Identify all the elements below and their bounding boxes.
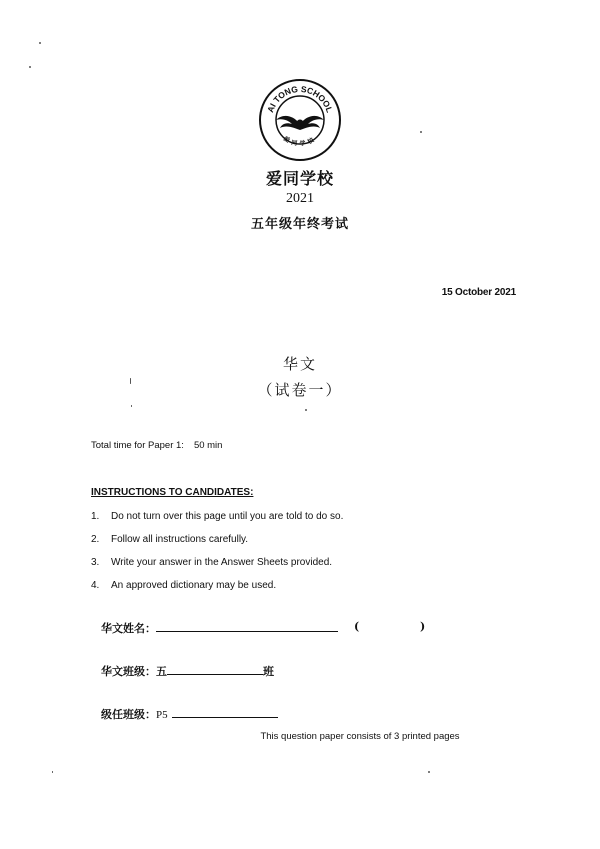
form-class-field [101, 706, 278, 722]
instruction-item [91, 533, 343, 556]
form-class-label: 级任班级： [101, 708, 156, 721]
instruction-text: Follow all instructions carefully. [111, 534, 249, 545]
total-time [91, 440, 222, 451]
index-paren-close: ) [420, 620, 426, 633]
form-class-blank[interactable] [172, 706, 278, 718]
instruction-item [91, 579, 343, 602]
svg-text:爱同学校 [281, 134, 318, 148]
instruction-text: An approved dictionary may be used. [111, 580, 277, 591]
index-paren-open: ( [354, 620, 360, 633]
scan-speck [130, 378, 131, 384]
scan-speck [131, 405, 132, 407]
instruction-number: 2. [91, 534, 100, 545]
instruction-number: 1. [91, 511, 100, 522]
total-time-value: 50 min [193, 440, 223, 451]
instruction-number: 3. [91, 557, 100, 568]
instruction-number: 4. [91, 580, 100, 591]
class-blank[interactable] [167, 663, 263, 675]
scan-speck [52, 771, 53, 773]
logo-bottom-text: 爱同学校 [282, 135, 318, 148]
page-count-note: This question paper consists of 3 printed pages [260, 731, 460, 742]
class-prefix: 五 [156, 665, 167, 678]
class-field [101, 663, 274, 679]
total-time-label: Total time for Paper 1: [91, 440, 184, 451]
logo-ring-text: AI TONG SCHOOL [265, 83, 335, 114]
class-label: 华文班级： [101, 665, 156, 678]
name-label: 华文姓名： [101, 622, 156, 635]
instruction-item [91, 556, 343, 579]
scan-speck [29, 66, 31, 68]
instructions-list [91, 510, 343, 602]
name-field [101, 620, 338, 636]
subject-title: 华文 [282, 355, 317, 373]
scan-speck [420, 131, 422, 133]
scan-speck [428, 771, 430, 773]
form-class-prefix: P5 [156, 709, 168, 721]
exam-date: 15 October 2021 [441, 287, 516, 298]
exam-year: 2021 [286, 191, 314, 206]
name-blank[interactable] [156, 620, 338, 632]
scan-speck [305, 409, 307, 411]
instructions-heading: INSTRUCTIONS TO CANDIDATES: [91, 487, 254, 498]
instruction-text: Write your answer in the Answer Sheets provided. [111, 557, 333, 568]
class-suffix: 班 [263, 665, 274, 678]
scan-speck [39, 42, 41, 44]
paper-number: （试卷一） [257, 381, 343, 399]
instruction-item [91, 510, 343, 533]
school-name: 爱同学校 [265, 169, 334, 188]
instruction-text: Do not turn over this page until you are told to do so. [111, 511, 344, 522]
school-crest-logo [258, 78, 342, 162]
exam-title: 五年级年终考试 [250, 217, 349, 232]
